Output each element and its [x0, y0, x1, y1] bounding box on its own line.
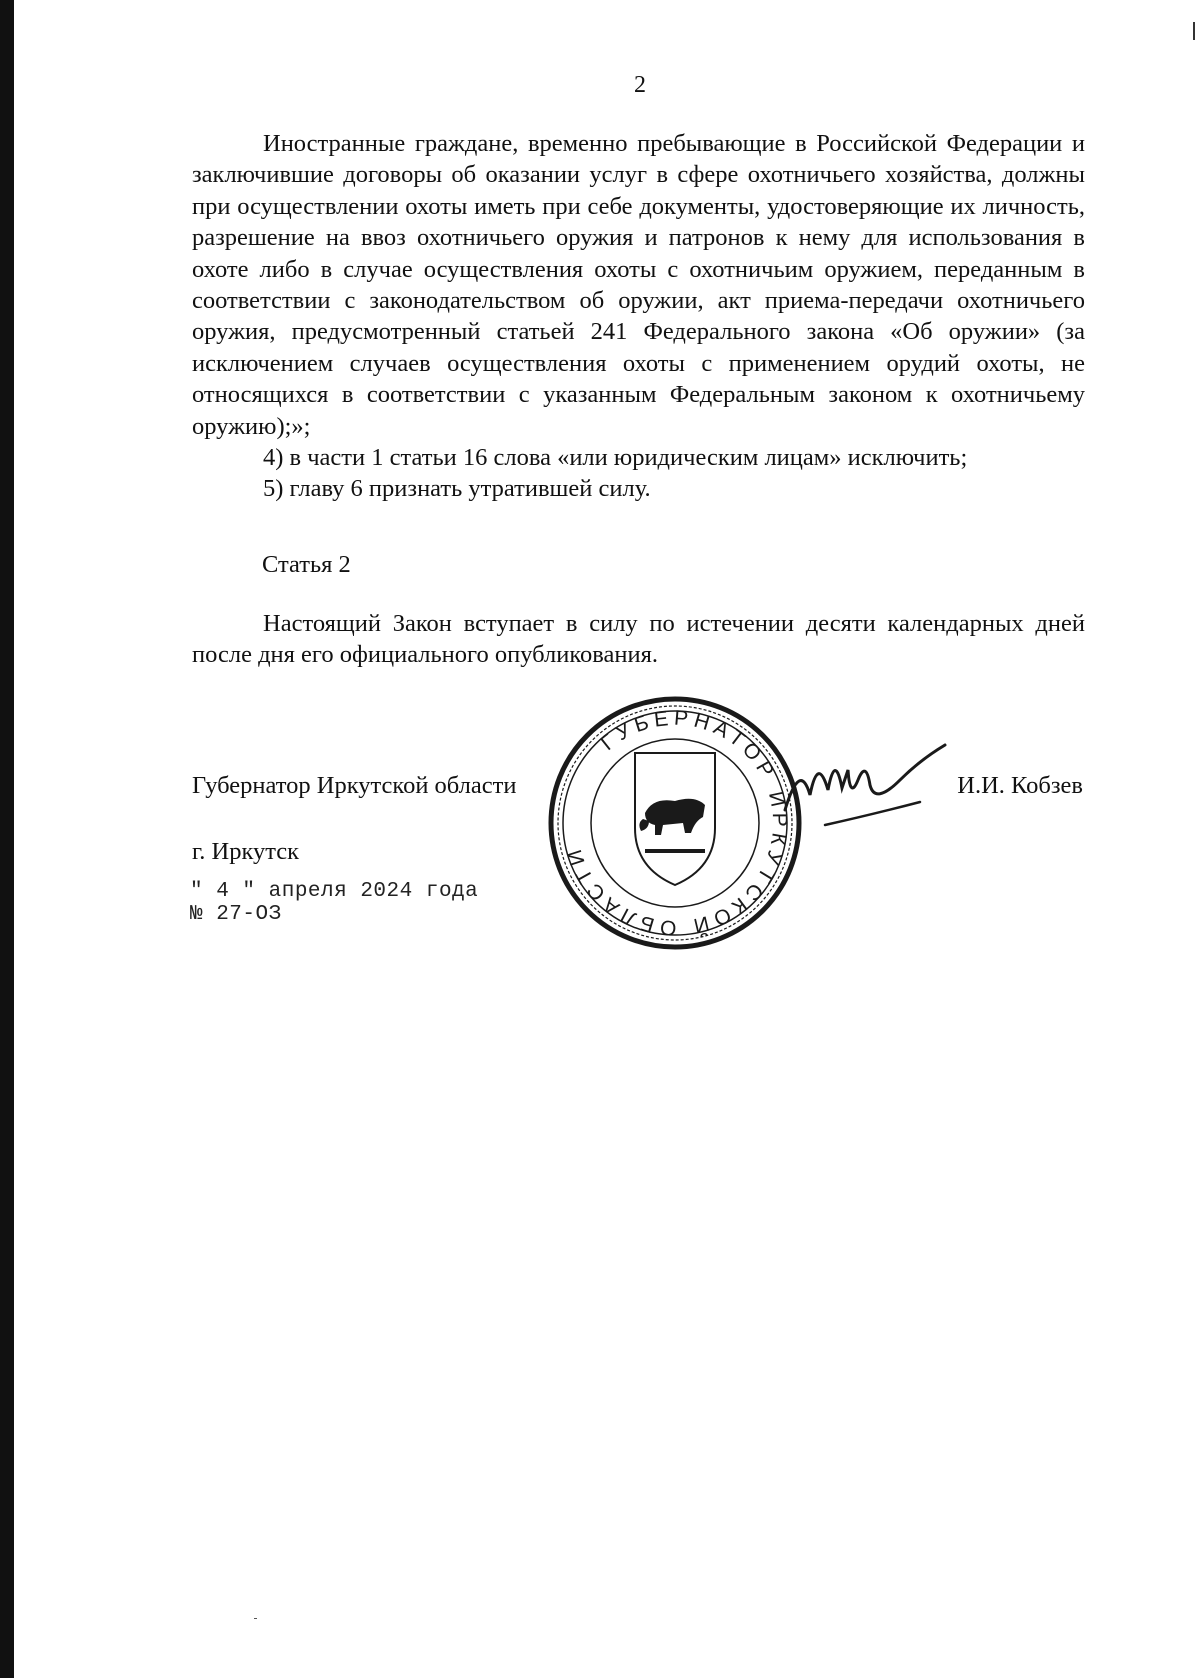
- article-2-paragraph: Настоящий Закон вступает в силу по истечении десяти календарных дней после дня его официального опубликования.: [192, 610, 1085, 669]
- irkutsk-coat-of-arms-icon: [635, 753, 715, 885]
- law-number: № 27-ОЗ: [190, 903, 282, 926]
- scan-left-edge: [0, 0, 14, 1678]
- paragraph-item-5: 5) главу 6 признать утратившей силу.: [263, 475, 651, 503]
- seal-outer-text: ГУБЕРНАТОР ИРКУТСКОЙ ОБЛАСТИ: [561, 706, 792, 940]
- paragraph-item-4: 4) в части 1 статьи 16 слова «или юридическим лицам» исключить;: [263, 444, 968, 472]
- signer-title: Губернатор Иркутской области: [192, 772, 517, 799]
- article-2-text: [192, 608, 1085, 671]
- handwritten-signature: [780, 740, 950, 840]
- paragraph-foreign-citizens: Иностранные граждане, временно пребывающие в Российской Федерации и заключившие договоры об оказании услуг в сфере охотничьего хозяйства, должны при осуществлении охоты иметь при себе документы, удостоверяющие их личность, разрешение на ввоз охотничьего оружия и патронов к нему для использования в охоте либо в случае осуществления охоты с охотничьим оружием, переданным в соответствии с законодательством об оружии, акт приема-передачи охотничьего оружия, предусмотренный статьей 241 Федерального закона «Об оружии» (за исключением случаев осуществления охоты с применением орудий охоты, не относящихся в соответствии с указанным Федеральным законом к охотничьему оружию);»;: [192, 130, 1085, 440]
- governor-seal: [545, 693, 805, 953]
- body-text: [192, 128, 1085, 505]
- signing-city: г. Иркутск: [192, 838, 300, 865]
- law-date: " 4 " апреля 2024 года: [190, 880, 479, 903]
- signer-name: И.И. Кобзев: [957, 772, 1083, 799]
- scan-mark: [1193, 22, 1195, 40]
- page-number: 2: [634, 72, 646, 98]
- scan-speck: [254, 1618, 257, 1619]
- article-2-heading: Статья 2: [262, 551, 351, 578]
